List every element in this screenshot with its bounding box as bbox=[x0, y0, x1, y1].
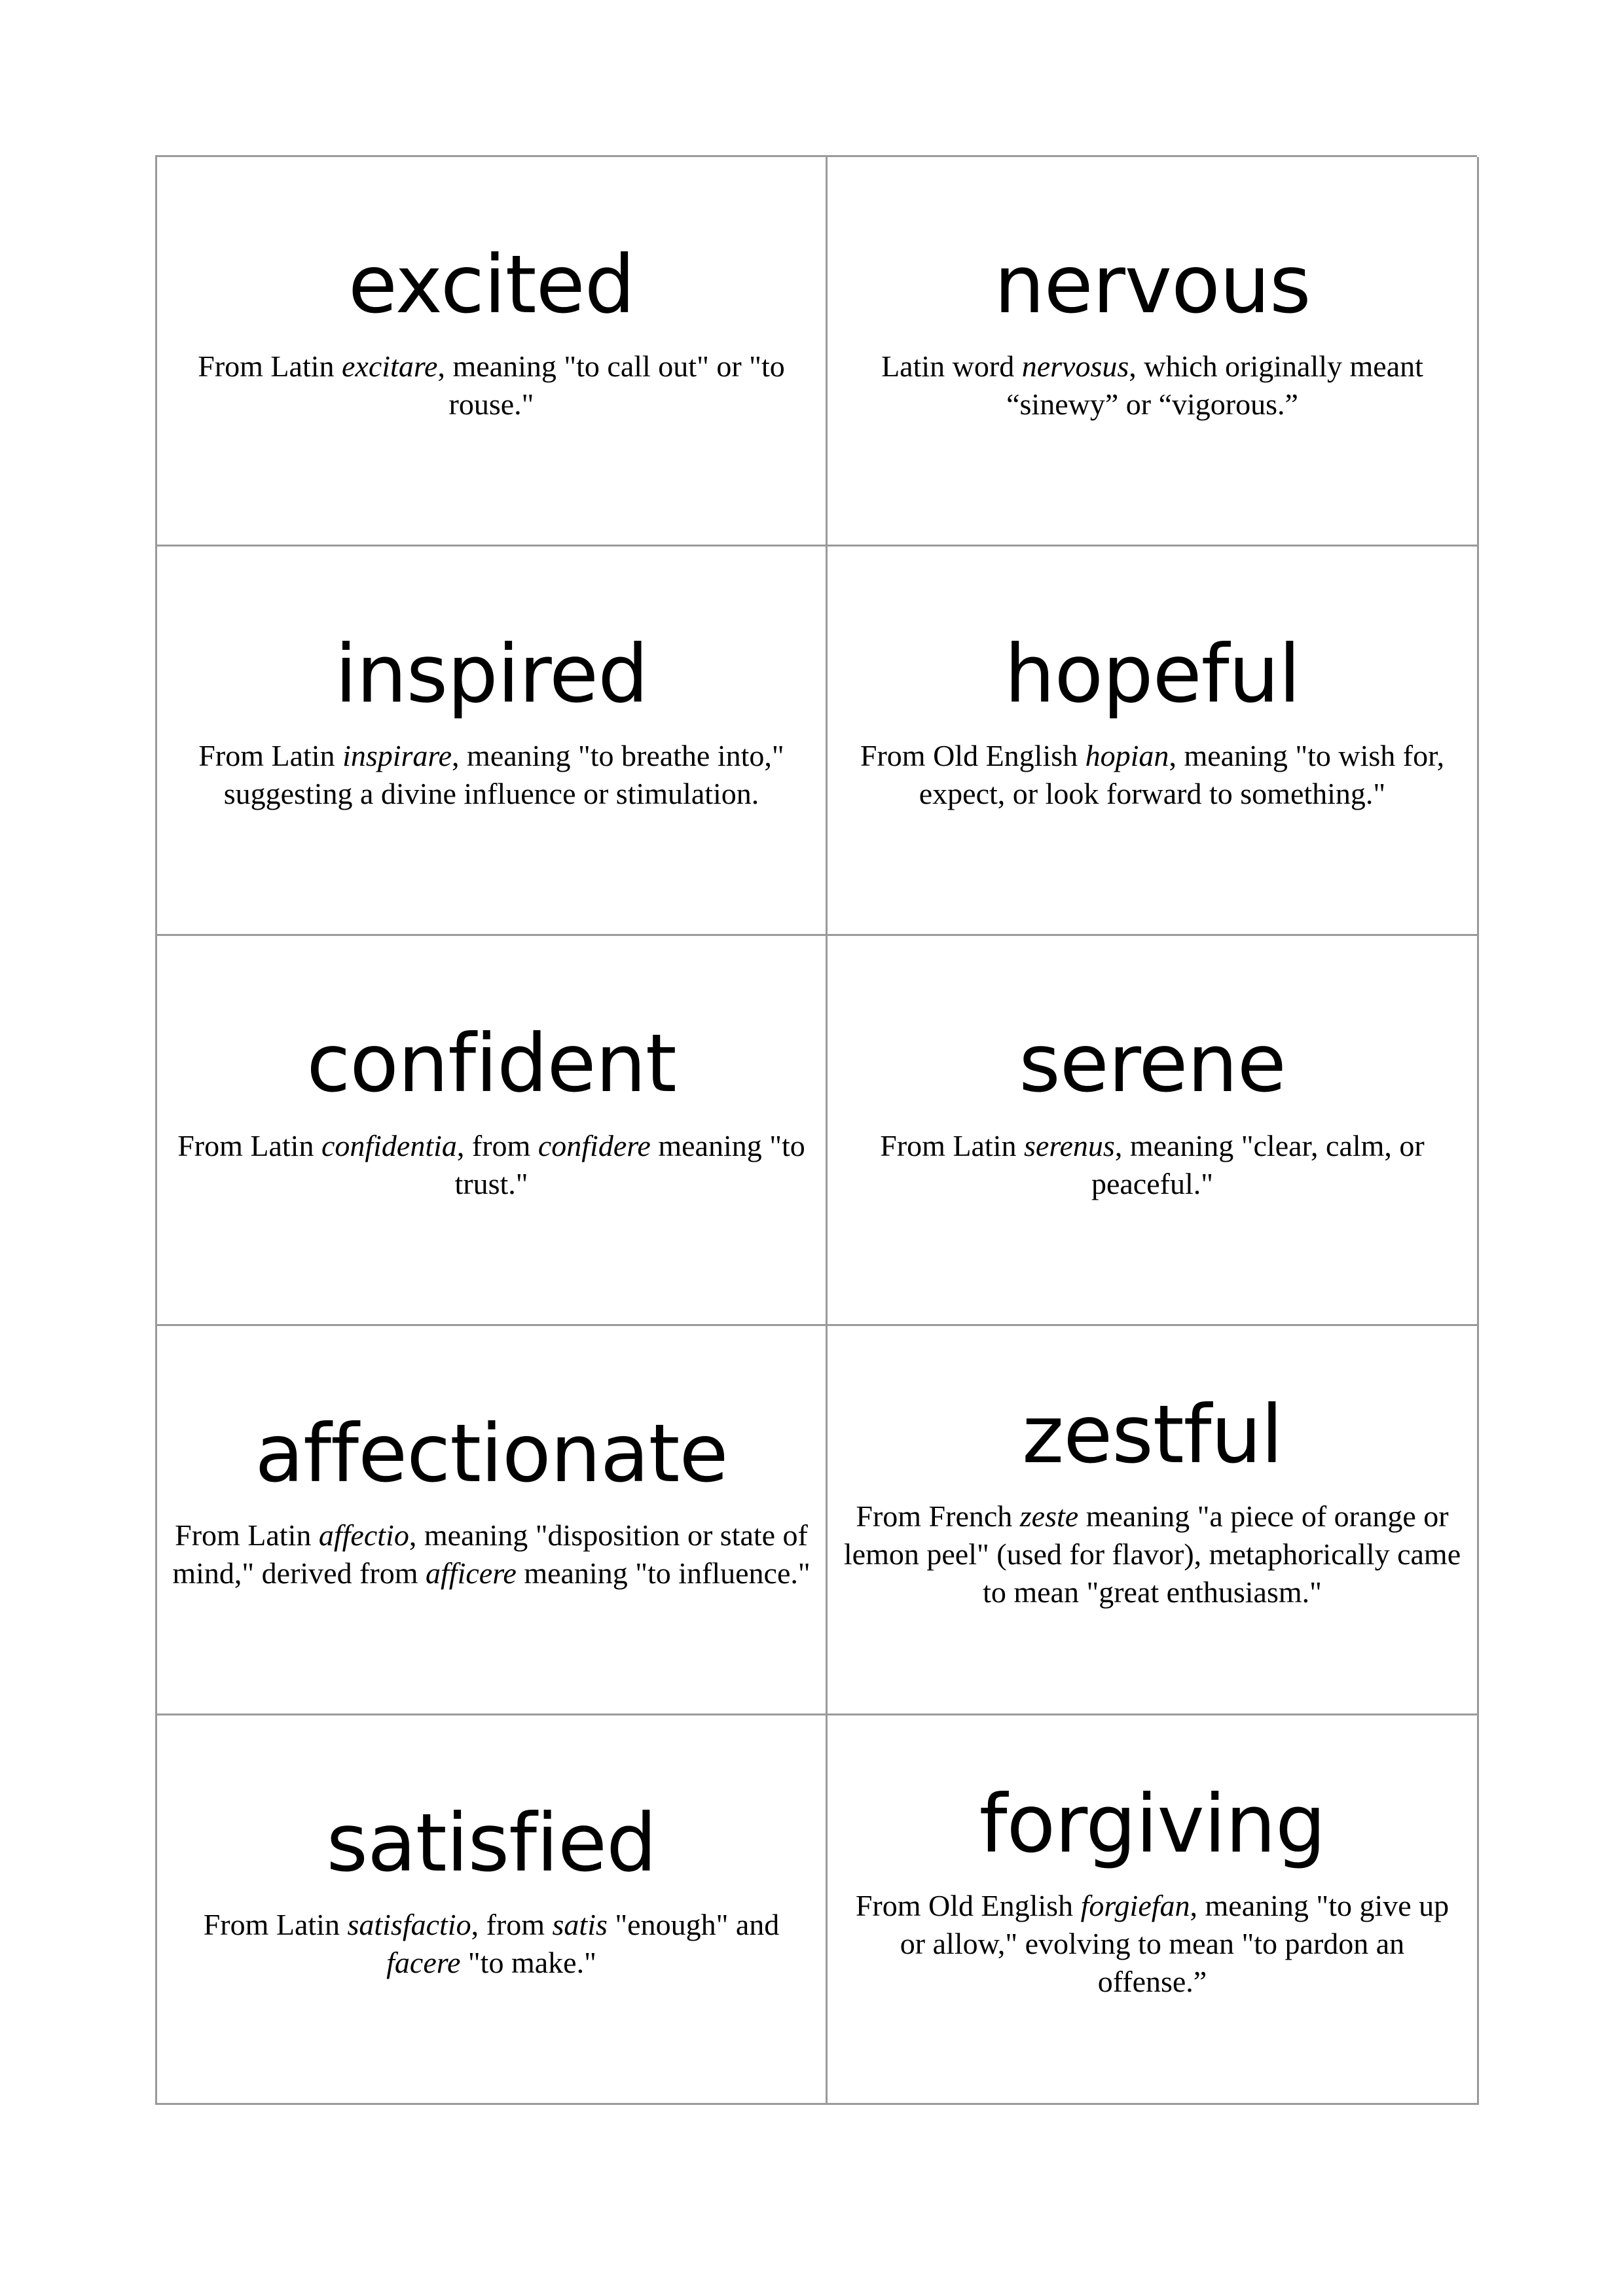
card-etymology: Latin word nervosus, which originally meant “sinewy” or “vigorous.” bbox=[881, 350, 1423, 422]
card-affectionate bbox=[157, 1326, 828, 1715]
card-zestful bbox=[828, 1326, 1479, 1715]
card-etymology: From Latin satisfactio, from satis "enough" and facere "to make." bbox=[203, 1908, 780, 1980]
card-satisfied bbox=[157, 1715, 828, 2105]
card-word: forgiving bbox=[979, 1777, 1326, 1871]
card-etymology: From Latin excitare, meaning "to call out" or "to rouse." bbox=[198, 350, 785, 422]
card-nervous bbox=[828, 157, 1479, 547]
card-etymology: From Latin inspirare, meaning "to breathe into," suggesting a divine influence or stimulation. bbox=[198, 739, 784, 811]
card-word: nervous bbox=[994, 238, 1311, 331]
card-etymology: From Latin confidentia, from confidere meaning "to trust." bbox=[177, 1128, 805, 1200]
card-etymology: From Latin serenus, meaning "clear, calm, or peaceful." bbox=[880, 1128, 1425, 1200]
card-confident bbox=[157, 936, 828, 1325]
card-word: inspired bbox=[335, 628, 648, 721]
card-inspired bbox=[157, 547, 828, 936]
card-word: satisfied bbox=[326, 1796, 657, 1890]
card-etymology: From Latin affectio, meaning "disposition or state of mind," derived from afficere meaning "to influence." bbox=[172, 1518, 811, 1590]
card-word: zestful bbox=[1022, 1388, 1283, 1481]
card-forgiving bbox=[828, 1715, 1479, 2105]
card-word: affectionate bbox=[255, 1407, 728, 1500]
card-word: confident bbox=[306, 1017, 676, 1111]
flashcard-sheet bbox=[155, 155, 1477, 2105]
card-serene bbox=[828, 936, 1479, 1325]
card-hopeful bbox=[828, 547, 1479, 936]
card-etymology: From Old English forgiefan, meaning "to give up or allow," evolving to mean "to pardon an offense.” bbox=[855, 1889, 1450, 1999]
card-word: serene bbox=[1019, 1017, 1286, 1111]
card-word: hopeful bbox=[1004, 628, 1300, 721]
card-etymology: From Old English hopian, meaning "to wish for, expect, or look forward to something." bbox=[860, 739, 1445, 811]
card-etymology: From French zeste meaning "a piece of orange or lemon peel" (used for flavor), metaphorically came to mean "great enthusiasm." bbox=[843, 1499, 1461, 1609]
card-excited bbox=[157, 157, 828, 547]
card-word: excited bbox=[348, 238, 635, 331]
